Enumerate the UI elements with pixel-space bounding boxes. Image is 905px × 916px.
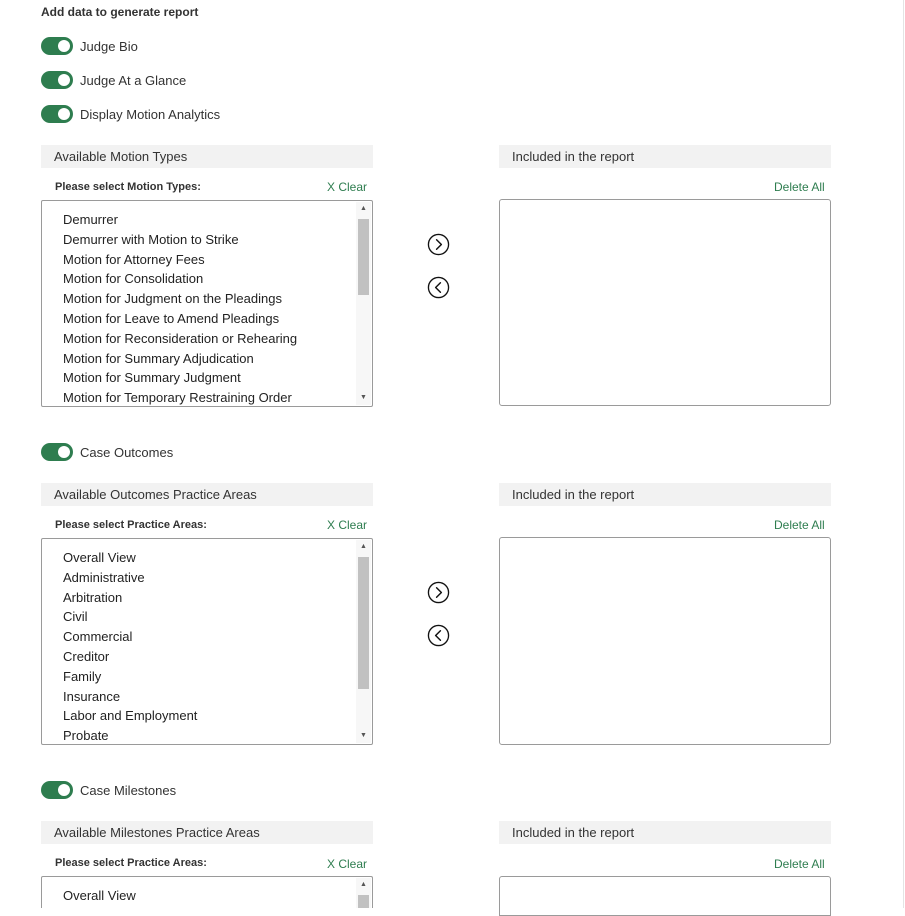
list-item[interactable]: Probate xyxy=(63,728,109,744)
milestones-included-header: Included in the report xyxy=(499,821,831,844)
list-item[interactable]: Civil xyxy=(63,609,88,625)
milestones-included-list[interactable] xyxy=(499,876,831,916)
scroll-thumb[interactable] xyxy=(358,557,369,689)
list-item[interactable]: Motion for Attorney Fees xyxy=(63,251,205,267)
move-right-button[interactable] xyxy=(427,233,450,256)
list-item[interactable]: Motion for Summary Judgment xyxy=(63,370,241,386)
case-outcomes-label: Case Outcomes xyxy=(80,444,174,460)
outcomes-included-header: Included in the report xyxy=(499,483,831,506)
list-item[interactable]: Motion for Summary Adjudication xyxy=(63,350,254,366)
toggle-knob xyxy=(58,74,70,86)
motion-scrollbar[interactable] xyxy=(356,202,371,405)
list-item[interactable]: Insurance xyxy=(63,688,121,704)
outcomes-practice-areas-list xyxy=(63,548,197,745)
list-item[interactable]: Motion for Judgment on the Pleadings xyxy=(63,291,282,307)
motion-clear-link[interactable]: X Clear xyxy=(326,180,367,194)
toggle-knob xyxy=(58,446,70,458)
scroll-up-icon[interactable]: ▲ xyxy=(360,205,367,212)
scroll-thumb[interactable] xyxy=(358,895,369,908)
outcomes-scrollbar[interactable] xyxy=(356,540,371,743)
motion-types-list xyxy=(63,210,297,407)
page-title: Add data to generate report xyxy=(41,5,199,19)
list-item[interactable]: Motion for Consolidation xyxy=(63,271,204,287)
outcomes-practice-areas-listbox[interactable] xyxy=(41,538,373,745)
list-item[interactable]: Labor and Employment xyxy=(63,708,198,724)
chevron-right-circle-icon xyxy=(428,582,448,602)
move-left-button[interactable] xyxy=(427,276,450,299)
motion-delete-all-link[interactable]: Delete All xyxy=(774,180,825,194)
motion-types-listbox[interactable] xyxy=(41,200,373,407)
toggle-knob xyxy=(58,784,70,796)
judge-glance-toggle[interactable] xyxy=(41,71,73,89)
milestones-clear-link[interactable]: X Clear xyxy=(326,857,367,871)
chevron-left-circle-icon xyxy=(428,277,448,297)
judge-bio-label: Judge Bio xyxy=(80,38,138,54)
list-item[interactable]: Motion for Temporary Restraining Order xyxy=(63,390,292,406)
list-item[interactable]: Arbitration xyxy=(63,589,123,605)
milestones-scrollbar[interactable] xyxy=(356,878,371,908)
motion-included-header: Included in the report xyxy=(499,145,831,168)
list-item[interactable]: Administrative xyxy=(63,569,145,585)
outcomes-select-label: Please select Practice Areas: xyxy=(55,519,207,531)
motion-select-label: Please select Motion Types: xyxy=(55,181,201,193)
available-outcomes-header: Available Outcomes Practice Areas xyxy=(41,483,373,506)
page-right-border xyxy=(903,0,904,908)
motion-included-list[interactable] xyxy=(499,199,831,406)
list-item[interactable]: Motion for Leave to Amend Pleadings xyxy=(63,310,280,326)
scroll-down-icon[interactable]: ▼ xyxy=(360,732,367,739)
list-item[interactable]: Demurrer with Motion to Strike xyxy=(63,231,239,247)
move-right-button[interactable] xyxy=(427,581,450,604)
chevron-left-circle-icon xyxy=(428,625,448,645)
judge-bio-toggle[interactable] xyxy=(41,37,73,55)
milestones-delete-all-link[interactable]: Delete All xyxy=(774,857,825,871)
list-item[interactable]: Family xyxy=(63,668,102,684)
toggle-knob xyxy=(58,108,70,120)
outcomes-included-list[interactable] xyxy=(499,537,831,745)
list-item[interactable]: Overall View xyxy=(63,888,136,903)
list-item[interactable]: Demurrer xyxy=(63,212,118,227)
motion-analytics-toggle[interactable] xyxy=(41,105,73,123)
case-milestones-toggle[interactable] xyxy=(41,781,73,799)
move-left-button[interactable] xyxy=(427,624,450,647)
list-item[interactable]: Commercial xyxy=(63,629,133,645)
scroll-up-icon[interactable]: ▲ xyxy=(360,543,367,550)
outcomes-clear-link[interactable]: X Clear xyxy=(326,518,367,532)
available-milestones-header: Available Milestones Practice Areas xyxy=(41,821,373,844)
list-item[interactable]: Overall View xyxy=(63,550,136,565)
outcomes-delete-all-link[interactable]: Delete All xyxy=(774,518,825,532)
toggle-knob xyxy=(58,40,70,52)
motion-analytics-toggle-row xyxy=(41,105,220,123)
milestones-select-label: Please select Practice Areas: xyxy=(55,857,207,869)
available-motion-types-header: Available Motion Types xyxy=(41,145,373,168)
case-outcomes-toggle[interactable] xyxy=(41,443,73,461)
list-item[interactable]: Motion for Reconsideration or Rehearing xyxy=(63,330,298,346)
milestones-practice-areas-list xyxy=(63,886,136,906)
list-item[interactable]: Creditor xyxy=(63,648,110,664)
judge-glance-label: Judge At a Glance xyxy=(80,72,187,88)
scroll-down-icon[interactable]: ▼ xyxy=(360,394,367,401)
milestones-practice-areas-listbox[interactable] xyxy=(41,876,373,908)
case-outcomes-toggle-row xyxy=(41,443,173,461)
case-milestones-toggle-row xyxy=(41,781,176,799)
case-milestones-label: Case Milestones xyxy=(80,782,177,798)
chevron-right-circle-icon xyxy=(428,234,448,254)
judge-bio-toggle-row xyxy=(41,37,138,55)
motion-analytics-label: Display Motion Analytics xyxy=(80,106,221,122)
scroll-up-icon[interactable]: ▲ xyxy=(360,881,367,888)
scroll-thumb[interactable] xyxy=(358,219,369,295)
judge-glance-toggle-row xyxy=(41,71,186,89)
